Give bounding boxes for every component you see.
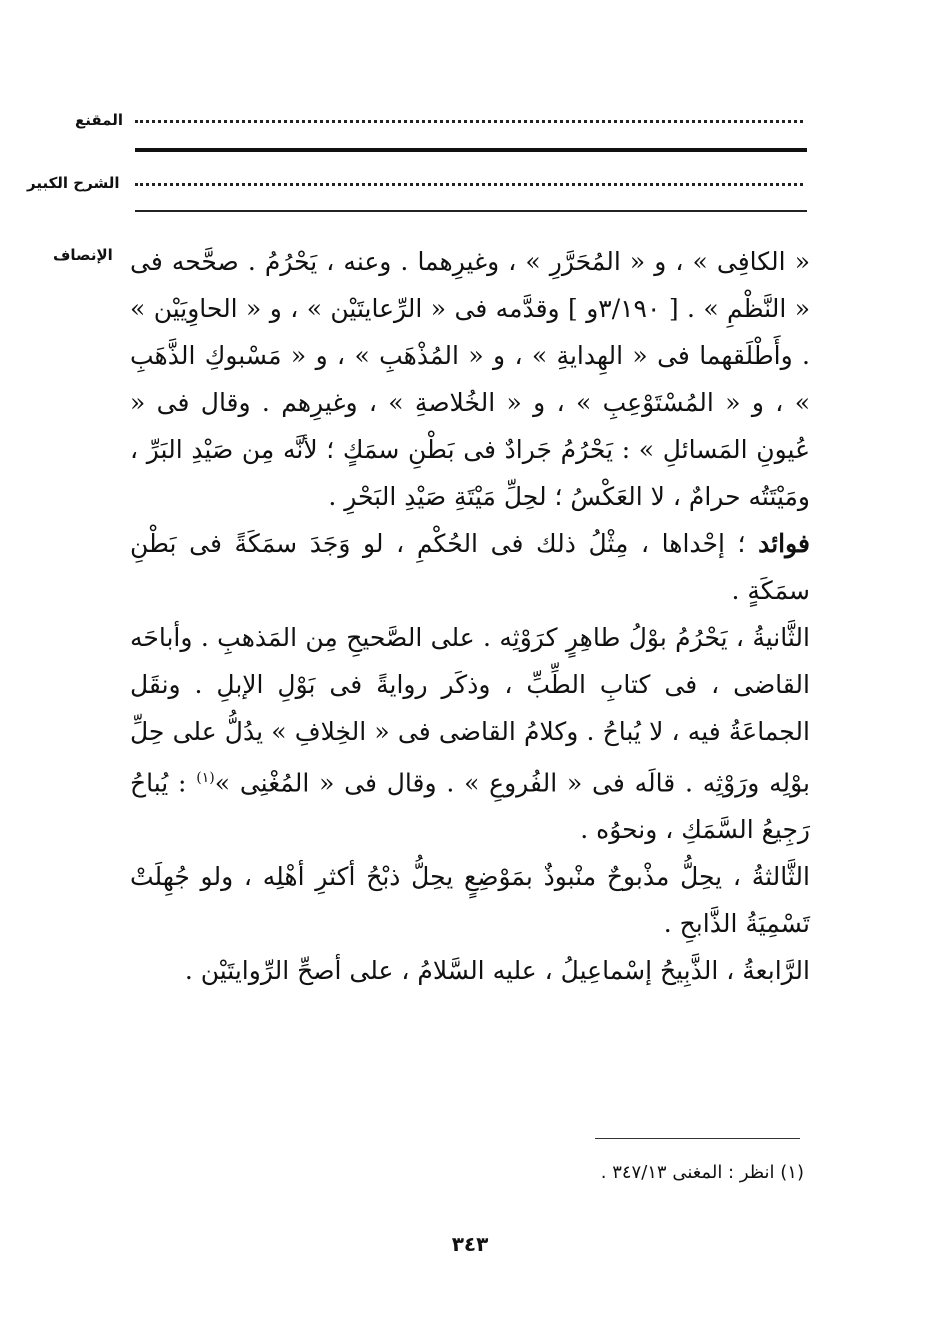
footnote-divider [595,1138,800,1139]
label-sharh: الشرح الكبير [27,174,120,192]
fawaid-heading: فوائد [758,529,810,558]
main-text [130,238,810,994]
section-divider-thin [135,210,807,212]
paragraph-3 [130,614,810,853]
section-divider-thick [135,148,807,152]
page-number: ٣٤٣ [451,1232,489,1256]
footnote: (١) انظر : المغنى ٣٤٧/١٣ . [600,1162,804,1183]
footnote-ref[interactable]: (١) [196,770,215,786]
label-muqni: المقنع [75,111,123,129]
paragraph-5: الرَّابعةُ ، الذَّبِيحُ إسْماعِيلُ ، عليه السَّلامُ ، على أصحِّ الرِّوايتَيْن . [184,956,810,986]
label-insaf: الإنصاف [53,246,113,264]
paragraph-3-text: الثَّانيةُ ، يَحْرُمُ بوْلُ طاهِرٍ كرَوْثِه . على الصَّحيحِ مِن المَذهبِ . وأباحَه القاضى ، فى كتابِ الطِّبِّ ، وذكَر روايةً فى بَوْلِ الإبلِ . ونقَل الجماعَةُ فيه ، لا يُباحُ . وكلامُ القاضى فى « الخِلافِ » يدُلُّ على حِلِّ بوْلِه ورَوْثِه . قالَه فى « الفُروعِ » . وقال فى « المُغْنِى » [130,623,810,798]
dotted-line-sharh [135,183,803,186]
paragraph-fawaid [130,520,810,614]
dotted-line-muqni [135,120,803,123]
paragraph-3-end: : يُباحُ رَجِيعُ السَّمَكِ ، ونحوُه . [130,768,810,845]
paragraph-2-text: ؛ إحْداها ، مِثْلُ ذلك فى الحُكْمِ ، لو وَجَدَ سمَكَةً فى بَطْنِ سمَكَةٍ . [130,529,810,605]
paragraph-4: الثَّالثةُ ، يحِلُّ مذْبوحٌ منْبوذٌ بمَوْضِعٍ يحِلُّ ذبْحُ أكثرِ أهْلِه ، ولو جُهِلَتْ تَسْمِيَةُ الذَّابحِ . [130,862,810,939]
paragraph-1: « الكافِى » ، و « المُحَرَّرِ » ، وغيرِهما . وعنه ، يَحْرُمُ . صحَّحه فى « النَّظْمِ » . [ ٣/١٩٠و ] وقدَّمه فى « الرِّعايتَيْن » ، و « الحاوِيَيْن » . وأَطْلَقهما فى « الهِدايةِ » ، و « المُذْهَبِ » ، و « مَسْبوكِ الذَّهَبِ » ، و « المُسْتَوْعِبِ » ، و « الخُلاصةِ » ، وغيرِهم . وقال فى « عُيونِ المَسائلِ » : يَحْرُمُ جَرادٌ فى بَطْنِ سمَكٍ ؛ لأنَّه مِن صَيْدِ البَرِّ ، ومَيْتَتُه حرامٌ ، لا العَكْسُ ؛ لحِلِّ مَيْتَةِ صَيْدِ البَحْرِ . [130,247,810,511]
